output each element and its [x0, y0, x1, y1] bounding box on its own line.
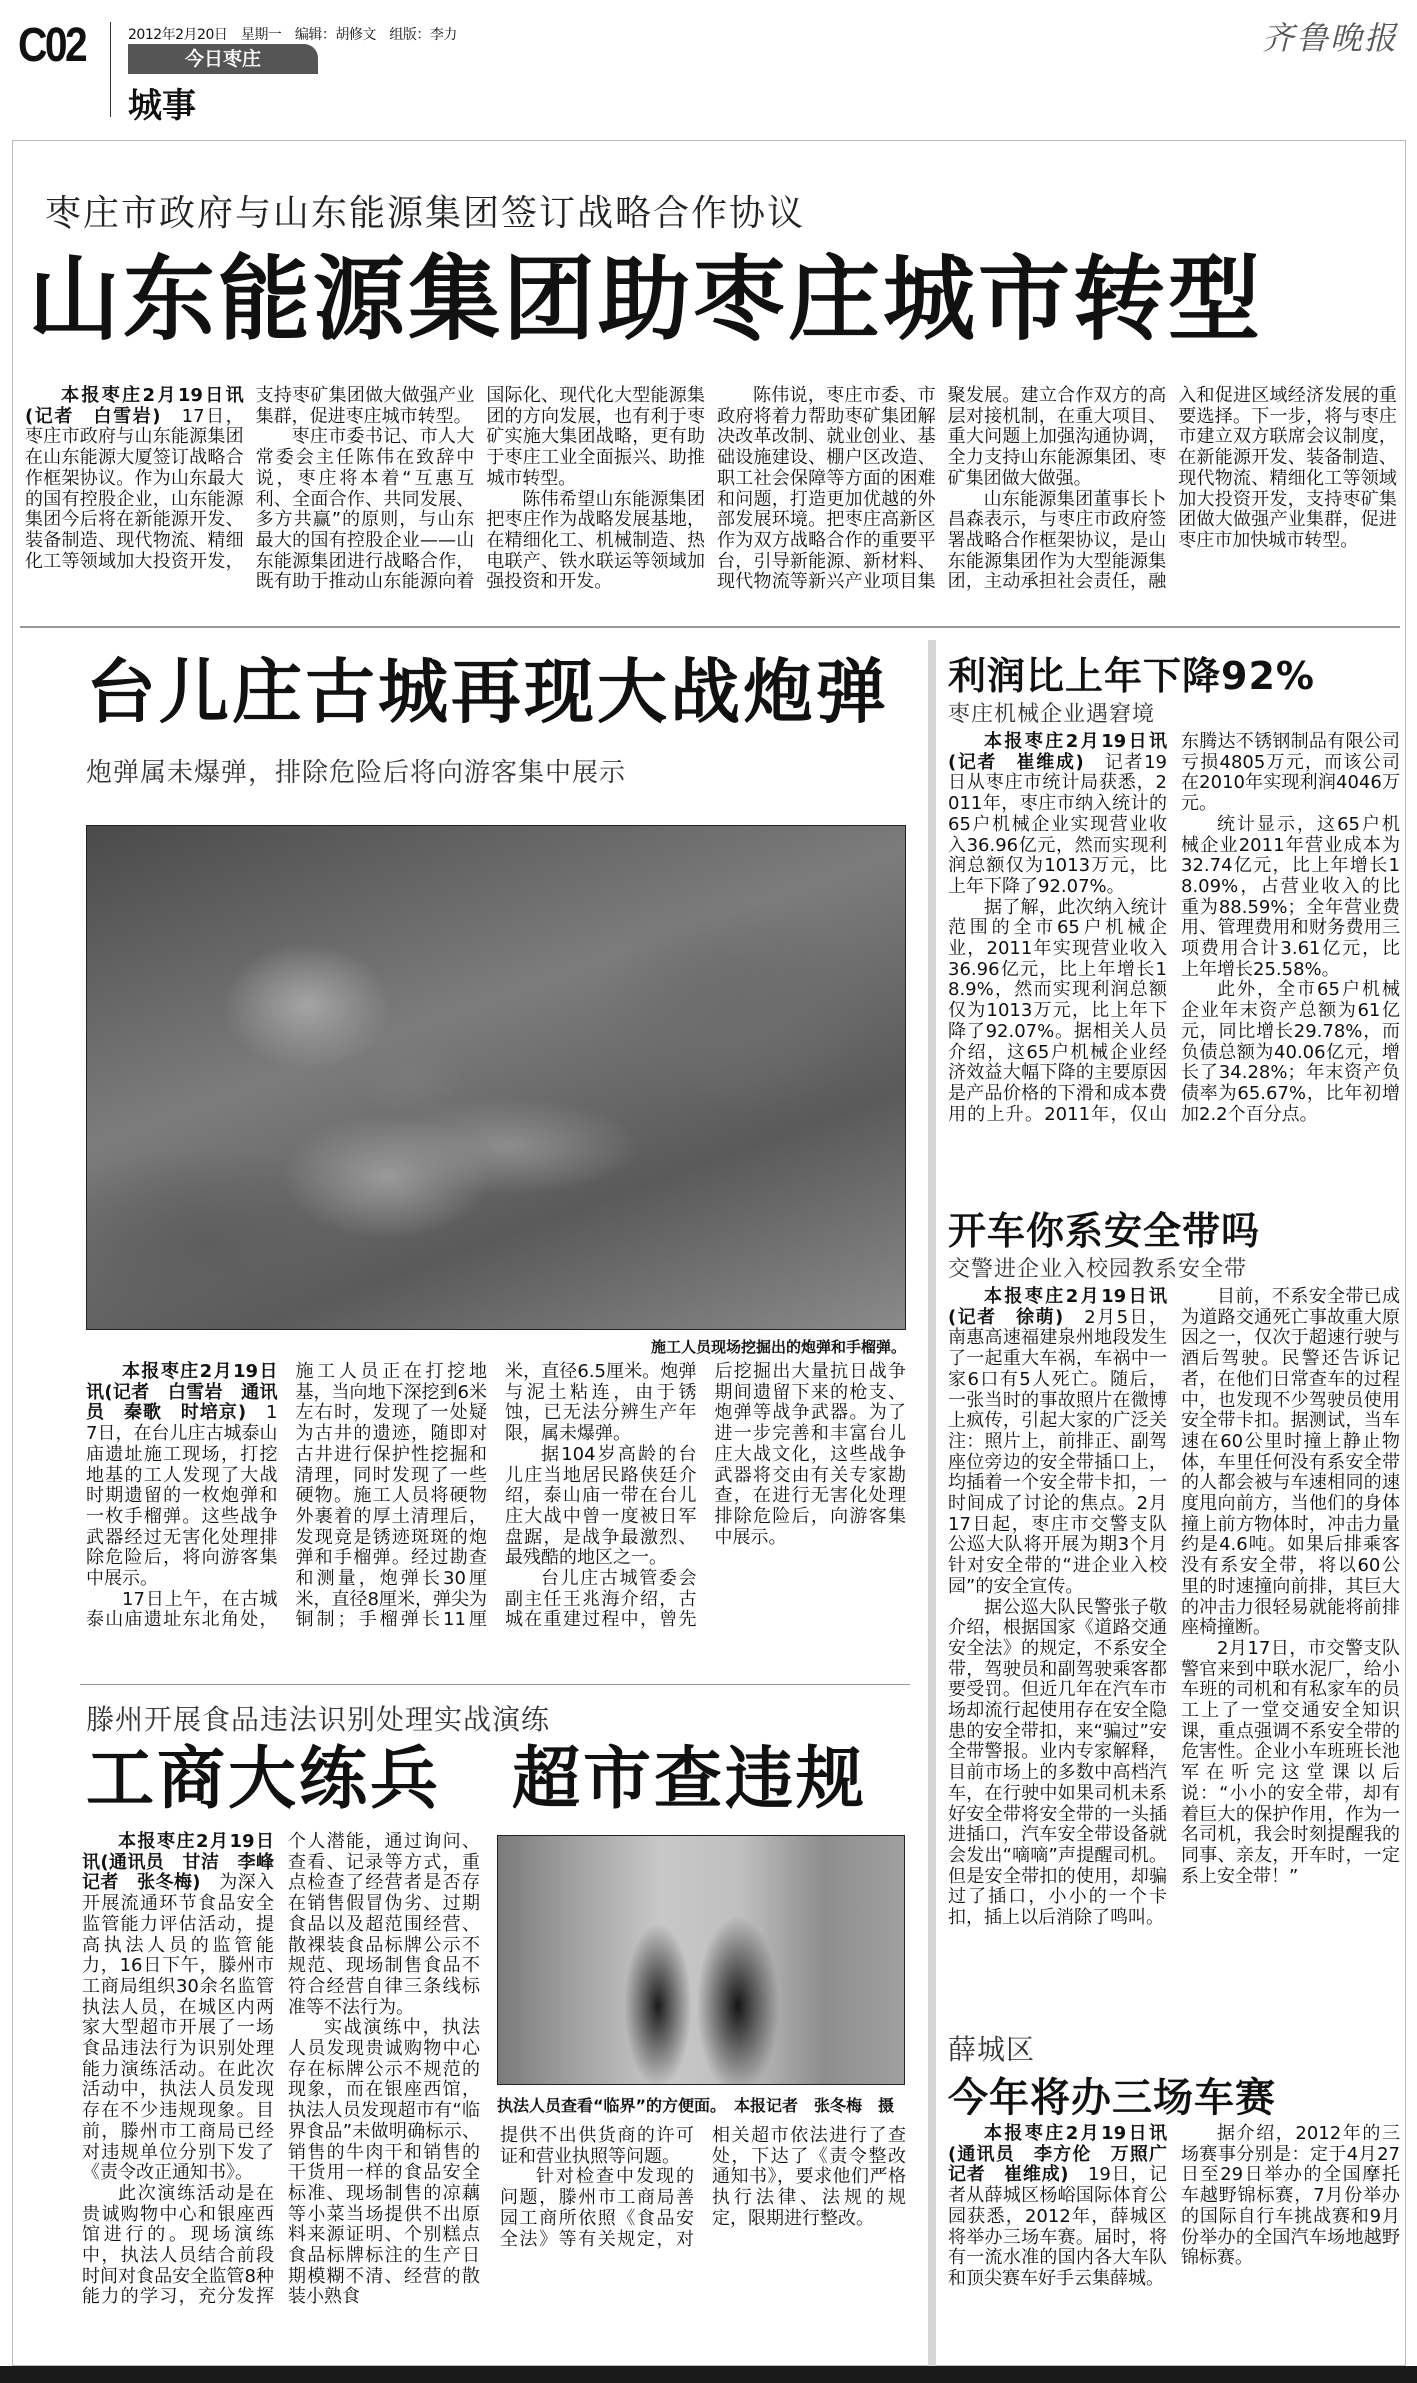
article-body: [948, 2124, 1400, 2290]
issue-date-line: 2012年2月20日 星期一 编辑：胡修文 组版：李力: [128, 27, 457, 43]
page-number: C02: [18, 19, 86, 72]
paragraph: [86, 1362, 278, 1590]
article-headline: 工商大练兵 超市查违规: [86, 1740, 868, 1819]
section-divider: [80, 1684, 910, 1685]
paragraph: 实战演练中，执法人员发现贵诚购物中心存在标牌公示不规范的现象，而在银座西馆，执法人员发现超市有“临界食品”未做明确标示、销售的牛肉干和销售的干货用一样的食品安全标准、现场制售的凉藕等小菜当场提供不出原料来源证明、个别糕点食品标牌标注的生产日期模糊不清、经营的散装小熟食: [288, 2017, 480, 2308]
paragraph: 陈伟说，枣庄市委、市政府将着力帮助枣矿集团解决改革改制、就业创业、基础设施建设、棚户区改造、职工社会保障等方面的困难和问题，打造更加优越的外部发展环境。把枣庄高新区作为双方战略合作的重要平台，引导新能源、新材料、现代物流等新兴产业项目集聚发展。建立合作双方的高层对接机制，在重大项目、重大问题上加强沟通协调，全力支持山东能源集团、枣矿集团做大做强。: [716, 385, 1167, 593]
article-subheadline: 炮弹属未爆弹，排除危险后将向游客集中展示: [86, 758, 627, 788]
paragraph-text: 为深入开展流通环节食品安全监管能力评估活动，提高执法人员的监管能力，16日下午，滕州市工商局组织30余名监管执法人员，在城区内两家大型超市开展了一场食品违法行为识别处理能力演练活动。在此次活动中，执法人员发现存在不少违规现象。目前，滕州市工商局已经对违规单位分别下发了《责令改正通知书》。: [82, 1872, 275, 2184]
paragraph: 据了解，此次纳入统计范围的全市65户机械企业，2011年实现营业收入36.96亿元，比上年增长18.9%，然而实现利润总额仅为1013万元，比上年下降了92.07%。据相关人员介绍，这65户机械企业经济效益大幅下降的主要原因是产品价格的下滑和成本费用的上升。2011年，仅山东腾达不锈钢制品有限公司亏损4805万元，而该公司在2010年实现利润4046万元。: [948, 731, 1400, 1125]
article-subheadline: 交警进企业入校园教系安全带: [948, 1257, 1248, 1282]
paragraph: [948, 732, 1167, 898]
article-body: [948, 732, 1400, 1125]
article-kicker: 枣庄市政府与山东能源集团签订战略合作协议: [45, 193, 806, 234]
paragraph: 此次演练活动是在贵诚购物中心和银座西馆进行的。现场演练中，执法人员结合前段时间对食品安全监管8种能力的学习，充分发挥个人潜能，通过询问、查看、记录等方式，重点检查了经营者是否存在销售假冒伪劣、过期食品以及超范围经营、散裸装食品标牌公示不规范、现场制售食品不符合经营自律三条线标准等不法行为。: [82, 1831, 480, 2308]
paragraph: 17日上午，在古城泰山庙遗址东北角处，施工人员正在打挖地基，当向地下深挖到6米左右时，发现了一处疑为古井的遗迹，随即对古井进行保护性挖掘和清理，同时发现了一些硬物。施工人员将硬物外裹着的厚土清理后，发现竟是锈迹斑斑的炮弹和手榴弹。经过勘查和测量，炮弹长30厘米，直径8厘米，弹尖为铜制；手榴弹长11厘米，直径6.5厘米。炮弹与泥土粘连，由于锈蚀，已无法分辨生产年限，属未爆弹。: [86, 1361, 697, 1631]
section-title: 城事: [128, 86, 196, 126]
paragraph: 据介绍，2012年的三场赛事分别是：定于4月27日至29日举办的全国摩托车越野锦标赛，7月份举办的国际自行车挑战赛和9月份举办的全国汽车场地越野锦标赛。: [1181, 2123, 1400, 2269]
photo-caption: 执法人员查看“临界”的方便面。 本报记者 张冬梅 摄: [497, 2096, 895, 2115]
article-body: [86, 1362, 906, 1631]
paragraph: 此外，全市65户机械企业年末资产总额为61亿元，同比增长29.78%，而负债总额为40.06亿元，增长了34.28%；年末资产负债率为65.67%，比年初增加2.2个百分点。: [1181, 979, 1400, 1125]
paragraph: [948, 2123, 1185, 2290]
section-tab: 今日枣庄: [128, 44, 318, 74]
paragraph: 据104岁高龄的台儿庄当地居民路侠廷介绍，泰山庙一带在台儿庄大战中曾一度被日军盘踞，是战争最激烈、最残酷的地区之一。: [505, 1443, 697, 1569]
column-divider: [928, 640, 936, 2366]
paragraph-text: 17日，在台儿庄古城泰山庙遗址施工现场，打挖地基的工人发现了大战时期遗留的一枚炮弹和一枚手榴弹。这些战争武器经过无害化处理排除危险后，将向游客集中展示。: [86, 1402, 278, 1590]
paragraph: 台儿庄古城管委会副主任王兆海介绍，古城在重建过程中，曾先后挖掘出大量抗日战争期间遗留下来的枪支、炮弹等战争武器。为了进一步完善和丰富台儿庄大战文化，这些战争武器将交由有关专家勘查，在进行无害化处理排除危险后，向游客集中展示。: [505, 1361, 906, 1631]
dateline: 本报枣庄2月19日讯(通讯员 李方伦 万照广 记者 崔维成): [948, 2123, 1185, 2186]
section-divider: [20, 626, 1400, 628]
dateline: 本报枣庄2月19日讯(记者 徐萌): [948, 1286, 1167, 1328]
paragraph: 山东能源集团董事长卜昌森表示，与枣庄市政府签署战略合作框架协议，是山东能源集团作为大型能源集团，主动承担社会责任，融入和促进区域经济发展的重要选择。下一步，将与枣庄市建立双方联席会议制度，在新能源开发、装备制造、现代物流、精细化工等领域加大投资开发，支持枣矿集团做大做强产业集群，促进枣庄市加快城市转型。: [947, 385, 1397, 593]
dateline: 本报枣庄2月19日讯(记者 白雪岩): [25, 385, 244, 427]
article-body-continued: [500, 2126, 906, 2250]
paragraph: 据公巡大队民警张子敬介绍，根据国家《道路交通安全法》的规定，不系安全带，驾驶员和副驾驶乘客都要受罚。但近几年在汽车市场却流行起使用存在安全隐患的安全带扣，来“骗过”安全带警报。业内专家解释，目前市场上的多数中高档汽车，在行驶中如果司机未系好安全带将安全带的一头插进插口，汽车安全带设备就会发出“嘀嘀”声提醒司机。但是安全带扣的使用，却骗过了插口，小小的一个卡扣，插上以后消除了鸣叫。: [948, 1596, 1167, 1929]
paragraph: [948, 1287, 1167, 1598]
paragraph-text: 19日，记者从薛城区杨峪国际体育公园获悉，2012年，薛城区将举办三场车赛。届时，将有一流水准的国内各大车队和顶尖赛车好手云集薛城。: [948, 2164, 1167, 2289]
masthead-divider: [110, 22, 111, 117]
article-headline: 山东能源集团助枣庄城市转型: [28, 246, 1264, 353]
paragraph: 枣庄市委书记、市人大常委会主任陈伟在致辞中说，枣庄将本着“互惠互利、全面合作、共同发展、多方共赢”的原则，与山东最大的国有控股企业——山东能源集团进行战略合作，既有助于推动山东能源向着国际化、现代化大型能源集团的方向发展，也有利于枣矿实施大集团战略，更有助于枣庄工业全面振兴、助推城市转型。: [255, 385, 705, 593]
article-body: [948, 1287, 1400, 1929]
paragraph: 2月17日，市交警支队警官来到中联水泥厂，给小车班的司机和有私家车的员工上了一堂交通安全知识课，重点强调不系安全带的危害性。企业小车班班长池军在听完这堂课以后说：“小小的安全带，却有着巨大的保护作用，作为一名司机，我会时刻提醒我的同事、亲友，开车时，一定系上安全带！”: [1181, 1637, 1400, 1887]
article-body: [82, 1832, 480, 2308]
paragraph: 统计显示，这65户机械企业2011年营业成本为32.74亿元，比上年增长18.09%，占营业收入的比重为88.59%；全年营业费用、管理费用和财务费用三项费用合计3.61亿元，比上年增长25.58%。: [1181, 813, 1400, 980]
paragraph: 目前，不系安全带已成为道路交通死亡事故重大原因之一，仅次于超速行驶与酒后驾驶。民警还告诉记者，在他们日常查车的过程中，也发现不少驾驶员使用安全带卡扣。据测试，当车速在60公里时撞上静止物体，车里任何没有系安全带的人都会被与车速相同的速度甩向前方，当他们的身体撞上前方物体时，冲击力量约是4.6吨。如果后排乘客没有系安全带，将以60公里的时速撞向前排，其巨大的冲击力很轻易就能将前排座椅撞断。: [1181, 1286, 1400, 1639]
dateline: 本报枣庄2月19日讯(记者 白雪岩 通讯员 秦歌 时培京): [86, 1361, 278, 1424]
article-kicker: 滕州开展食品违法识别处理实战演练: [86, 1703, 551, 1736]
photo-caption: 施工人员现场挖掘出的炮弹和手榴弹。: [650, 1338, 906, 1356]
article-subheadline: 枣庄机械企业遇窘境: [948, 702, 1156, 727]
paragraph: [82, 1831, 292, 2184]
paragraph: 针对检查中发现的问题，滕州市工商局善园工商所依照《食品安全法》等有关规定，对相关超市依法进行了查处，下达了《责令整改通知书》，要求他们严格执行法律、法规的规定，限期进行整改。: [500, 2125, 906, 2250]
dateline: 本报枣庄2月19日讯(通讯员 甘洁 李峰 记者 张冬梅): [82, 1831, 292, 1894]
paragraph-text: 17日，枣庄市政府与山东能源集团在山东能源大厦签订战略合作框架协议。作为山东最大的国有控股企业，山东能源集团今后将在新能源开发、装备制造、现代物流、精细化工等领域加大投资开发，支持枣矿集团做大做强产业集群，促进枣庄城市转型。: [25, 385, 475, 572]
article-headline: 开车你系安全带吗: [948, 1209, 1261, 1253]
paragraph: 陈伟希望山东能源集团把枣庄作为战略发展基地，在精细化工、机械制造、热电联产、铁水联运等领域加强投资和开发。: [486, 488, 705, 593]
dateline: 本报枣庄2月19日讯(记者 崔维成): [948, 731, 1167, 773]
newspaper-logo: 齐鲁晚报: [1262, 19, 1399, 57]
paragraph: 提供不出供货商的许可证和营业执照等问题。: [500, 2125, 694, 2167]
article-body: [25, 386, 1397, 593]
article-kicker: 薛城区: [948, 2033, 1036, 2066]
paragraph-text: 记者19日从枣庄市统计局获悉，2011年，枣庄市纳入统计的65户机械企业实现营业收入36.96亿元，然而实现利润总额仅为1013万元，比上年下降了92.07%。: [948, 751, 1168, 897]
article-headline: 今年将办三场车赛: [948, 2075, 1276, 2121]
shells-photo: [86, 825, 906, 1330]
page-bottom-bar: [0, 2366, 1417, 2383]
paragraph-text: 2月5日，南惠高速福建泉州地段发生了一起重大车祸，车祸中一家6口有5人死亡。随后，一张当时的事故照片在微博上疯传，引起大家的广泛关注：照片上，前排正、副驾座位旁边的安全带插口上，均插着一个安全带卡扣，一时间成了讨论的焦点。2月17日起，枣庄市交警支队公巡大队将开展为期3个月针对安全带的“进企业入校园”的安全宣传。: [948, 1306, 1168, 1597]
inspection-photo: [497, 1835, 905, 2085]
article-headline: 利润比上年下降92%: [948, 654, 1315, 698]
article-headline: 台儿庄古城再现大战炮弹: [86, 651, 889, 733]
